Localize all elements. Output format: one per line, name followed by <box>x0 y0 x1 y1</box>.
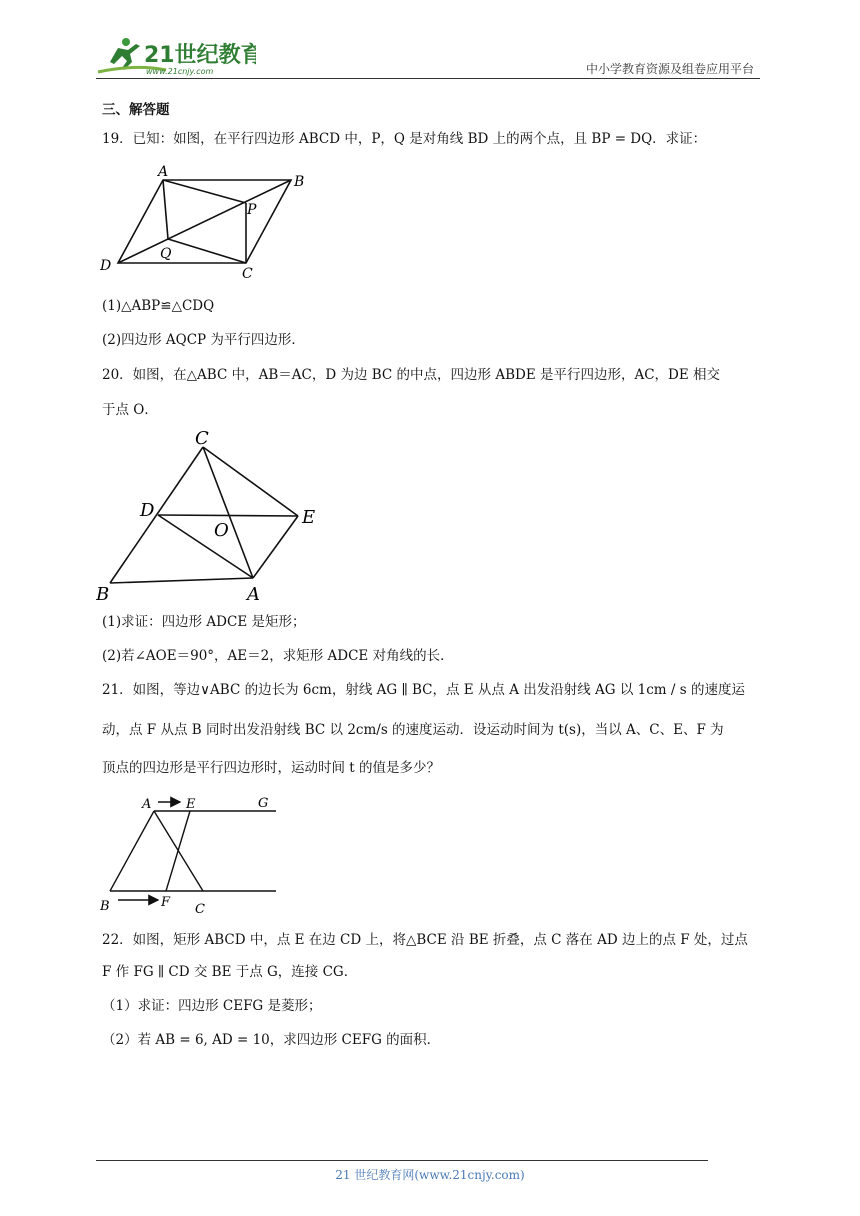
q19-label-d: D <box>100 258 112 274</box>
logo-text: 21世纪教育 <box>144 43 256 68</box>
q20-stem-line1: 20．如图，在△ABC 中，AB＝AC，D 为边 BC 的中点，四边形 ABDE 是平行四边形，AC，DE 相交 <box>102 367 721 383</box>
q21-label-b: B <box>100 899 110 914</box>
q21-label-f: F <box>161 895 171 910</box>
q20-label-b: B <box>96 584 110 605</box>
q21-label-a: A <box>142 797 152 812</box>
q19-figure <box>96 162 316 286</box>
q19-label-b: B <box>294 174 305 190</box>
platform-name: 中小学教育资源及组卷应用平台 <box>585 62 754 76</box>
q22-part1: （1）求证：四边形 CEFG 是菱形； <box>102 998 322 1014</box>
q20-label-o: O <box>214 520 229 541</box>
q20-label-d: D <box>140 500 155 521</box>
q19-part2: (2)四边形 AQCP 为平行四边形． <box>102 332 305 348</box>
q19-label-p: P <box>247 202 257 218</box>
q22-line1: 22．如图，矩形 ABCD 中，点 E 在边 CD 上，将△BCE 沿 BE 折叠，点 C 落在 AD 边上的点 F 处，过点 <box>102 932 748 948</box>
footer-divider <box>96 1160 708 1161</box>
section-title: 三、解答题 <box>102 102 170 118</box>
q21-line2: 动，点 F 从点 B 同时出发沿射线 BC 以 2cm/s 的速度运动．设运动时间为 t(s)，当以 A、C、E、F 为 <box>102 722 724 738</box>
logo-url: www.21cnjy.com <box>146 67 214 76</box>
q19-label-q: Q <box>160 246 172 262</box>
q21-line1: 21．如图，等边∨ABC 的边长为 6cm，射线 AG ∥ BC，点 E 从点 A 出发沿射线 AG 以 1cm / s 的速度运 <box>102 682 745 698</box>
q19-part1: (1)△ABP≌△CDQ <box>102 298 215 314</box>
q20-part1: (1)求证：四边形 ADCE 是矩形； <box>102 614 306 630</box>
q21-label-e: E <box>186 797 196 812</box>
q22-line2: F 作 FG ∥ CD 交 BE 于点 G，连接 CG． <box>102 964 358 980</box>
q20-figure <box>96 426 336 610</box>
q19-label-a: A <box>158 164 169 180</box>
q22-part2: （2）若 AB = 6, AD = 10，求四边形 CEFG 的面积． <box>102 1032 441 1048</box>
q20-label-a: A <box>247 584 260 605</box>
footer-text: 21 世纪教育网(www.21cnjy.com) <box>335 1168 525 1182</box>
q20-stem-line2: 于点 O． <box>102 402 158 418</box>
q21-figure <box>96 792 286 918</box>
q20-part2: (2)若∠AOE＝90°，AE＝2，求矩形 ADCE 对角线的长． <box>102 648 454 664</box>
q21-line3: 顶点的四边形是平行四边形时，运动时间 t 的值是多少？ <box>102 760 441 776</box>
runner-logo-icon <box>96 34 256 78</box>
q20-label-c: C <box>195 428 209 449</box>
q21-label-c: C <box>195 902 205 914</box>
q21-label-g: G <box>258 796 269 811</box>
header-divider <box>96 78 760 79</box>
q19-stem: 19．已知：如图，在平行四边形 ABCD 中，P，Q 是对角线 BD 上的两个点，且 BP = DQ．求证： <box>102 131 707 147</box>
q20-label-e: E <box>302 507 316 528</box>
site-logo <box>96 34 256 78</box>
q19-label-c: C <box>242 266 253 282</box>
